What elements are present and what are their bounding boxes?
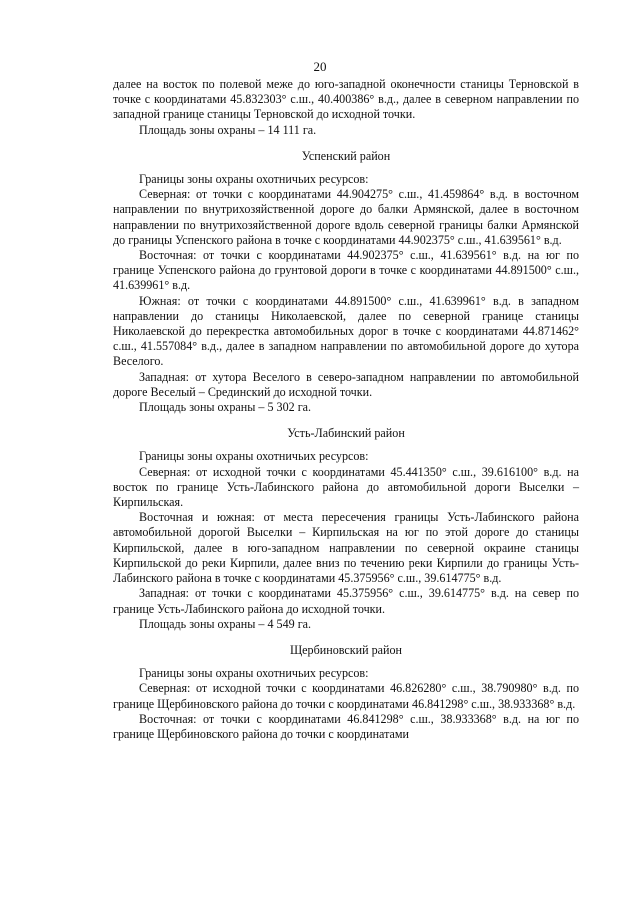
paragraph: Западная: от хутора Веселого в северо-западном направлении по автомобильной дороге Веселый – Срединский до исходной точки.: [113, 369, 579, 399]
paragraph: Восточная и южная: от места пересечения границы Усть-Лабинского района автомобильной дорогой Выселки – Кирпильская на юг по этой дороге до станицы Кирпильской, далее в юго-западном направлении по северной окраине станицы Кирпильской до реки Кирпили, далее вниз по течению реки Кирпили до границы Усть-Лабинского района в точке с координатами 45.375956° с.ш., 39.614775° в.д.: [113, 510, 579, 586]
paragraph: Площадь зоны охраны – 4 549 га.: [139, 616, 312, 631]
paragraph: Границы зоны охраны охотничьих ресурсов:: [139, 449, 369, 464]
page-number: 20: [313, 59, 327, 74]
paragraph: Границы зоны охраны охотничьих ресурсов:: [139, 172, 369, 187]
paragraph: Северная: от точки с координатами 44.904275° с.ш., 41.459864° в.д. в восточном направлении по внутрихозяйственной дороге до балки Армянской, далее в восточном направлении по внутрихозяйственной дороге вдоль северной границы балки Армянской до границы Успенского района в точке с координатами 44.902375° с.ш., 41.639561° в.д.: [113, 187, 579, 247]
section-heading: Успенский район: [301, 148, 391, 163]
paragraph: Восточная: от точки с координатами 44.902375° с.ш., 41.639561° в.д. на юг по границе Успенского района до грунтовой дороги в точке с координатами 44.891500° с.ш., 41.639961° в.д.: [113, 248, 579, 293]
paragraph: Северная: от исходной точки с координатами 46.826280° с.ш., 38.790980° в.д. по границе Щербиновского района до точки с координатами 46.841298° с.ш., 38.933368° в.д.: [113, 681, 579, 711]
paragraph: Границы зоны охраны охотничьих ресурсов:: [139, 666, 369, 681]
paragraph: Южная: от точки с координатами 44.891500° с.ш., 41.639961° в.д. в западном направлении до станицы Николаевской, далее по северной границе станицы Николаевской до перекрестка автомобильных дорог в точке с координатами 44.871462° с.ш., 41.557084° в.д., далее в западном направлении по автомобильной дороге до хутора Веселого.: [113, 293, 579, 369]
paragraph: Северная: от исходной точки с координатами 45.441350° с.ш., 39.616100° в.д. на восток по границе Усть-Лабинского района до автомобильной дороги Выселки – Кирпильская.: [113, 464, 579, 510]
paragraph: Восточная: от точки с координатами 46.841298° с.ш., 38.933368° в.д. на юг по границе Щербиновского района до точки с координатами: [113, 711, 579, 741]
document-body: [113, 77, 579, 742]
section-heading: Усть-Лабинский район: [287, 426, 405, 441]
section-heading: Щербиновский район: [289, 642, 402, 657]
paragraph: Западная: от точки с координатами 45.375956° с.ш., 39.614775° в.д. на север по границе Усть-Лабинского района до исходной точки.: [113, 586, 579, 616]
paragraph: Площадь зоны охраны – 5 302 га.: [139, 400, 312, 415]
paragraph: Площадь зоны охраны – 14 111 га.: [139, 122, 317, 137]
paragraph: далее на восток по полевой меже до юго-западной оконечности станицы Терновской в точке с координатами 45.832303° с.ш., 40.400386° в.д., далее в северном направлении по западной границе станицы Терновской до исходной точки.: [113, 77, 579, 122]
